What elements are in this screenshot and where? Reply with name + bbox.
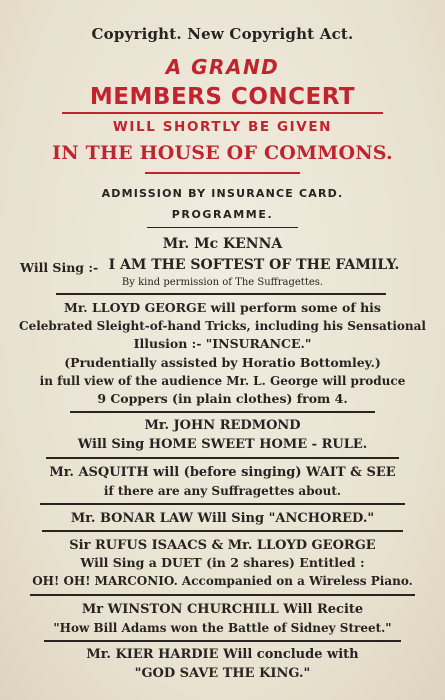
title-members-concert: MEMBERS CONCERT <box>89 84 356 110</box>
admission-line: ADMISSION BY INSURANCE CARD. <box>101 187 344 200</box>
asquith-line-1: Mr. ASQUITH will (before singing) WAIT & SEE <box>49 465 396 480</box>
lloyd-line-6: 9 Coppers (in plain clothes) from 4. <box>97 391 348 406</box>
title-a-grand: A GRAND <box>165 55 280 79</box>
isaacs-line-2: Will Sing a DUET (in 2 shares) Entitled : <box>80 555 365 570</box>
lloyd-line-2: Celebrated Sleight-of-hand Tricks, including his Sensational <box>19 319 426 333</box>
mckenna-name: Mr. Mc KENNA <box>162 236 283 252</box>
divider <box>46 457 399 459</box>
mckenna-note: By kind permission of The Suffragettes. <box>121 277 324 288</box>
title-house-of-commons: IN THE HOUSE OF COMMONS. <box>52 142 393 164</box>
title-rule-bottom <box>145 172 300 174</box>
divider <box>30 594 415 596</box>
bonar-line-1: Mr. BONAR LAW Will Sing "ANCHORED." <box>70 511 375 526</box>
hardie-line-2: "GOD SAVE THE KING." <box>134 666 311 681</box>
divider <box>40 503 405 505</box>
churchill-line-2: "How Bill Adams won the Battle of Sidney Street." <box>53 621 392 635</box>
lloyd-line-5: in full view of the audience Mr. L. George will produce <box>39 374 406 388</box>
isaacs-line-1: Sir RUFUS ISAACS & Mr. LLOYD GEORGE <box>69 538 376 553</box>
divider <box>147 227 298 228</box>
divider <box>44 640 401 642</box>
title-will-shortly: WILL SHORTLY BE GIVEN <box>112 119 333 135</box>
asquith-line-2: if there are any Suffragettes about. <box>103 484 342 498</box>
mckenna-will-sing-label: Will Sing :- <box>20 260 99 275</box>
divider <box>56 293 386 295</box>
redmond-line-2: Will Sing HOME SWEET HOME - RULE. <box>77 437 368 452</box>
lloyd-line-4: (Prudentially assisted by Horatio Bottomley.) <box>64 355 381 370</box>
redmond-line-1: Mr. JOHN REDMOND <box>144 418 301 433</box>
lloyd-line-3: Illusion :- "INSURANCE." <box>133 336 312 351</box>
divider <box>42 530 403 532</box>
programme-heading: PROGRAMME. <box>171 208 274 221</box>
churchill-line-1: Mr WINSTON CHURCHILL Will Recite <box>81 602 364 617</box>
copyright-notice: Copyright. New Copyright Act. <box>91 25 354 43</box>
hardie-line-1: Mr. KIER HARDIE Will conclude with <box>86 647 359 662</box>
isaacs-line-3: OH! OH! MARCONIO. Accompanied on a Wireless Piano. <box>32 574 413 588</box>
mckenna-song: I AM THE SOFTEST OF THE FAMILY. <box>108 257 400 273</box>
title-underline <box>62 112 383 114</box>
lloyd-line-1: Mr. LLOYD GEORGE will perform some of his <box>64 300 381 315</box>
divider <box>70 411 375 413</box>
